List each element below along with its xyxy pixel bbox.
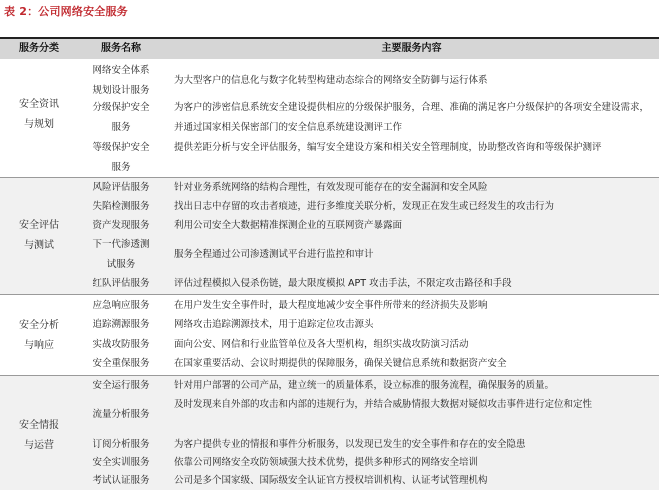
table-row	[78, 335, 659, 355]
service-desc: 为大型客户的信息化与数字化转型构建动态综合的网络安全防御与运行体系	[174, 75, 488, 86]
group-category	[0, 416, 78, 456]
group-analysis-response	[0, 295, 659, 376]
category-line: 与运营	[24, 440, 54, 451]
table-header	[0, 39, 659, 59]
service-name	[78, 61, 164, 101]
service-name: 风险评估服务	[92, 182, 150, 193]
service-desc: 利用公司安全大数据精准探测企业的互联网资产暴露面	[174, 220, 403, 231]
service-name	[78, 235, 164, 275]
group-consulting-planning	[0, 59, 659, 178]
service-name-line: 试服务	[106, 259, 136, 270]
service-desc: 在国家重要活动、会议时期提供的保障服务，确保关键信息系统和数据资产安全	[174, 358, 507, 369]
table-row	[78, 453, 659, 473]
table-row	[78, 296, 659, 316]
service-name-line: 服务	[111, 162, 131, 173]
group-category	[0, 316, 78, 356]
category-line: 与响应	[24, 340, 54, 351]
table-row	[78, 235, 659, 275]
service-name: 安全实训服务	[92, 457, 150, 468]
header-content: 主要服务内容	[381, 43, 442, 54]
service-name: 流量分析服务	[92, 409, 150, 420]
category-line: 安全分析	[19, 320, 59, 331]
category-line: 与规划	[24, 119, 54, 130]
group-category	[0, 216, 78, 256]
table-row	[78, 216, 659, 236]
service-desc: 公司是多个国家级、国际级安全认证官方授权培训机构、认证考试管理机构	[174, 475, 488, 486]
category-line: 安全情报	[19, 420, 59, 431]
service-name: 失陷检测服务	[92, 201, 150, 212]
table-row	[78, 178, 659, 198]
table-row	[78, 354, 659, 374]
service-desc: 及时发现来自外部的攻击和内部的违规行为，并结合威胁情报大数据对疑似攻击事件进行定位和定性	[174, 399, 593, 410]
header-category: 服务分类	[19, 43, 59, 54]
table-row	[78, 376, 659, 396]
service-desc: 提供差距分析与安全评估服务，编写安全建设方案和相关安全管理制度，协助整改咨询和等级保护测评	[174, 142, 602, 153]
service-name: 安全运行服务	[92, 380, 150, 391]
service-desc: 为客户提供专业的情报和事件分析服务，以发现已发生的安全事件和存在的安全隐患	[174, 439, 526, 450]
service-desc: 依靠公司网络安全攻防领域强大技术优势，提供多种形式的网络安全培训	[174, 457, 479, 468]
service-name: 安全重保服务	[92, 358, 150, 369]
service-name: 实战攻防服务	[92, 339, 150, 350]
category-line: 与测试	[24, 240, 54, 251]
service-desc: 在用户发生安全事件时，最大程度地减少安全事件所带来的经济损失及影响	[174, 300, 488, 311]
service-desc: 服务全程通过公司渗透测试平台进行监控和审计	[174, 249, 374, 260]
service-name: 考试认证服务	[92, 475, 150, 486]
group-category	[0, 95, 78, 135]
service-name: 追踪溯源服务	[92, 319, 150, 330]
table-row	[78, 435, 659, 455]
service-name-line: 规划设计服务	[92, 85, 150, 96]
service-name: 应急响应服务	[92, 300, 150, 311]
header-name: 服务名称	[101, 43, 141, 54]
group-assessment-testing	[0, 178, 659, 295]
table-row	[78, 471, 659, 491]
service-name: 资产发现服务	[92, 220, 150, 231]
table-row	[78, 138, 659, 178]
service-name-line: 下一代渗透测	[92, 239, 150, 250]
group-intelligence-operations	[0, 376, 659, 490]
services-table	[0, 39, 659, 490]
category-line: 安全评估	[19, 220, 59, 231]
service-desc: 评估过程模拟入侵杀伤链，最大限度模拟 APT 攻击手法，不限定攻击路径和手段	[174, 278, 512, 289]
table-row	[78, 98, 659, 138]
service-name-line: 等级保护安全	[92, 142, 150, 153]
table-caption: 表 2：公司网络安全服务	[4, 5, 128, 18]
service-name: 订阅分析服务	[92, 439, 150, 450]
service-name	[78, 98, 164, 138]
service-desc: 针对业务系统网络的结构合理性，有效发现可能存在的安全漏洞和安全风险	[174, 182, 488, 193]
service-name-line: 网络安全体系	[92, 65, 150, 76]
table-row	[78, 61, 659, 101]
service-desc: 面向公安、网信和行业监管单位及各大型机构，组织实战攻防演习活动	[174, 339, 469, 350]
table-row	[78, 395, 659, 435]
service-name-line: 分级保护安全	[92, 102, 150, 113]
service-desc: 为客户的涉密信息系统安全建设提供相应的分级保护服务，合理、准确的满足客户分级保护的各项安全建设需求，并通过国家相关保密部门的安全信息系统建设测评工作	[174, 102, 650, 133]
table-row	[78, 315, 659, 335]
service-desc: 针对用户部署的公司产品，建立统一的质量体系，设立标准的服务流程，确保服务的质量。	[174, 380, 555, 391]
service-name: 红队评估服务	[92, 278, 150, 289]
service-name	[78, 138, 164, 178]
service-name-line: 服务	[111, 122, 131, 133]
table-row	[78, 197, 659, 217]
service-desc: 网络攻击追踪溯源技术，用于追踪定位攻击源头	[174, 319, 374, 330]
table-row	[78, 274, 659, 294]
service-desc: 找出日志中存留的攻击者痕迹，进行多维度关联分析，发现正在发生或已经发生的攻击行为	[174, 201, 555, 212]
category-line: 安全资讯	[19, 99, 59, 110]
